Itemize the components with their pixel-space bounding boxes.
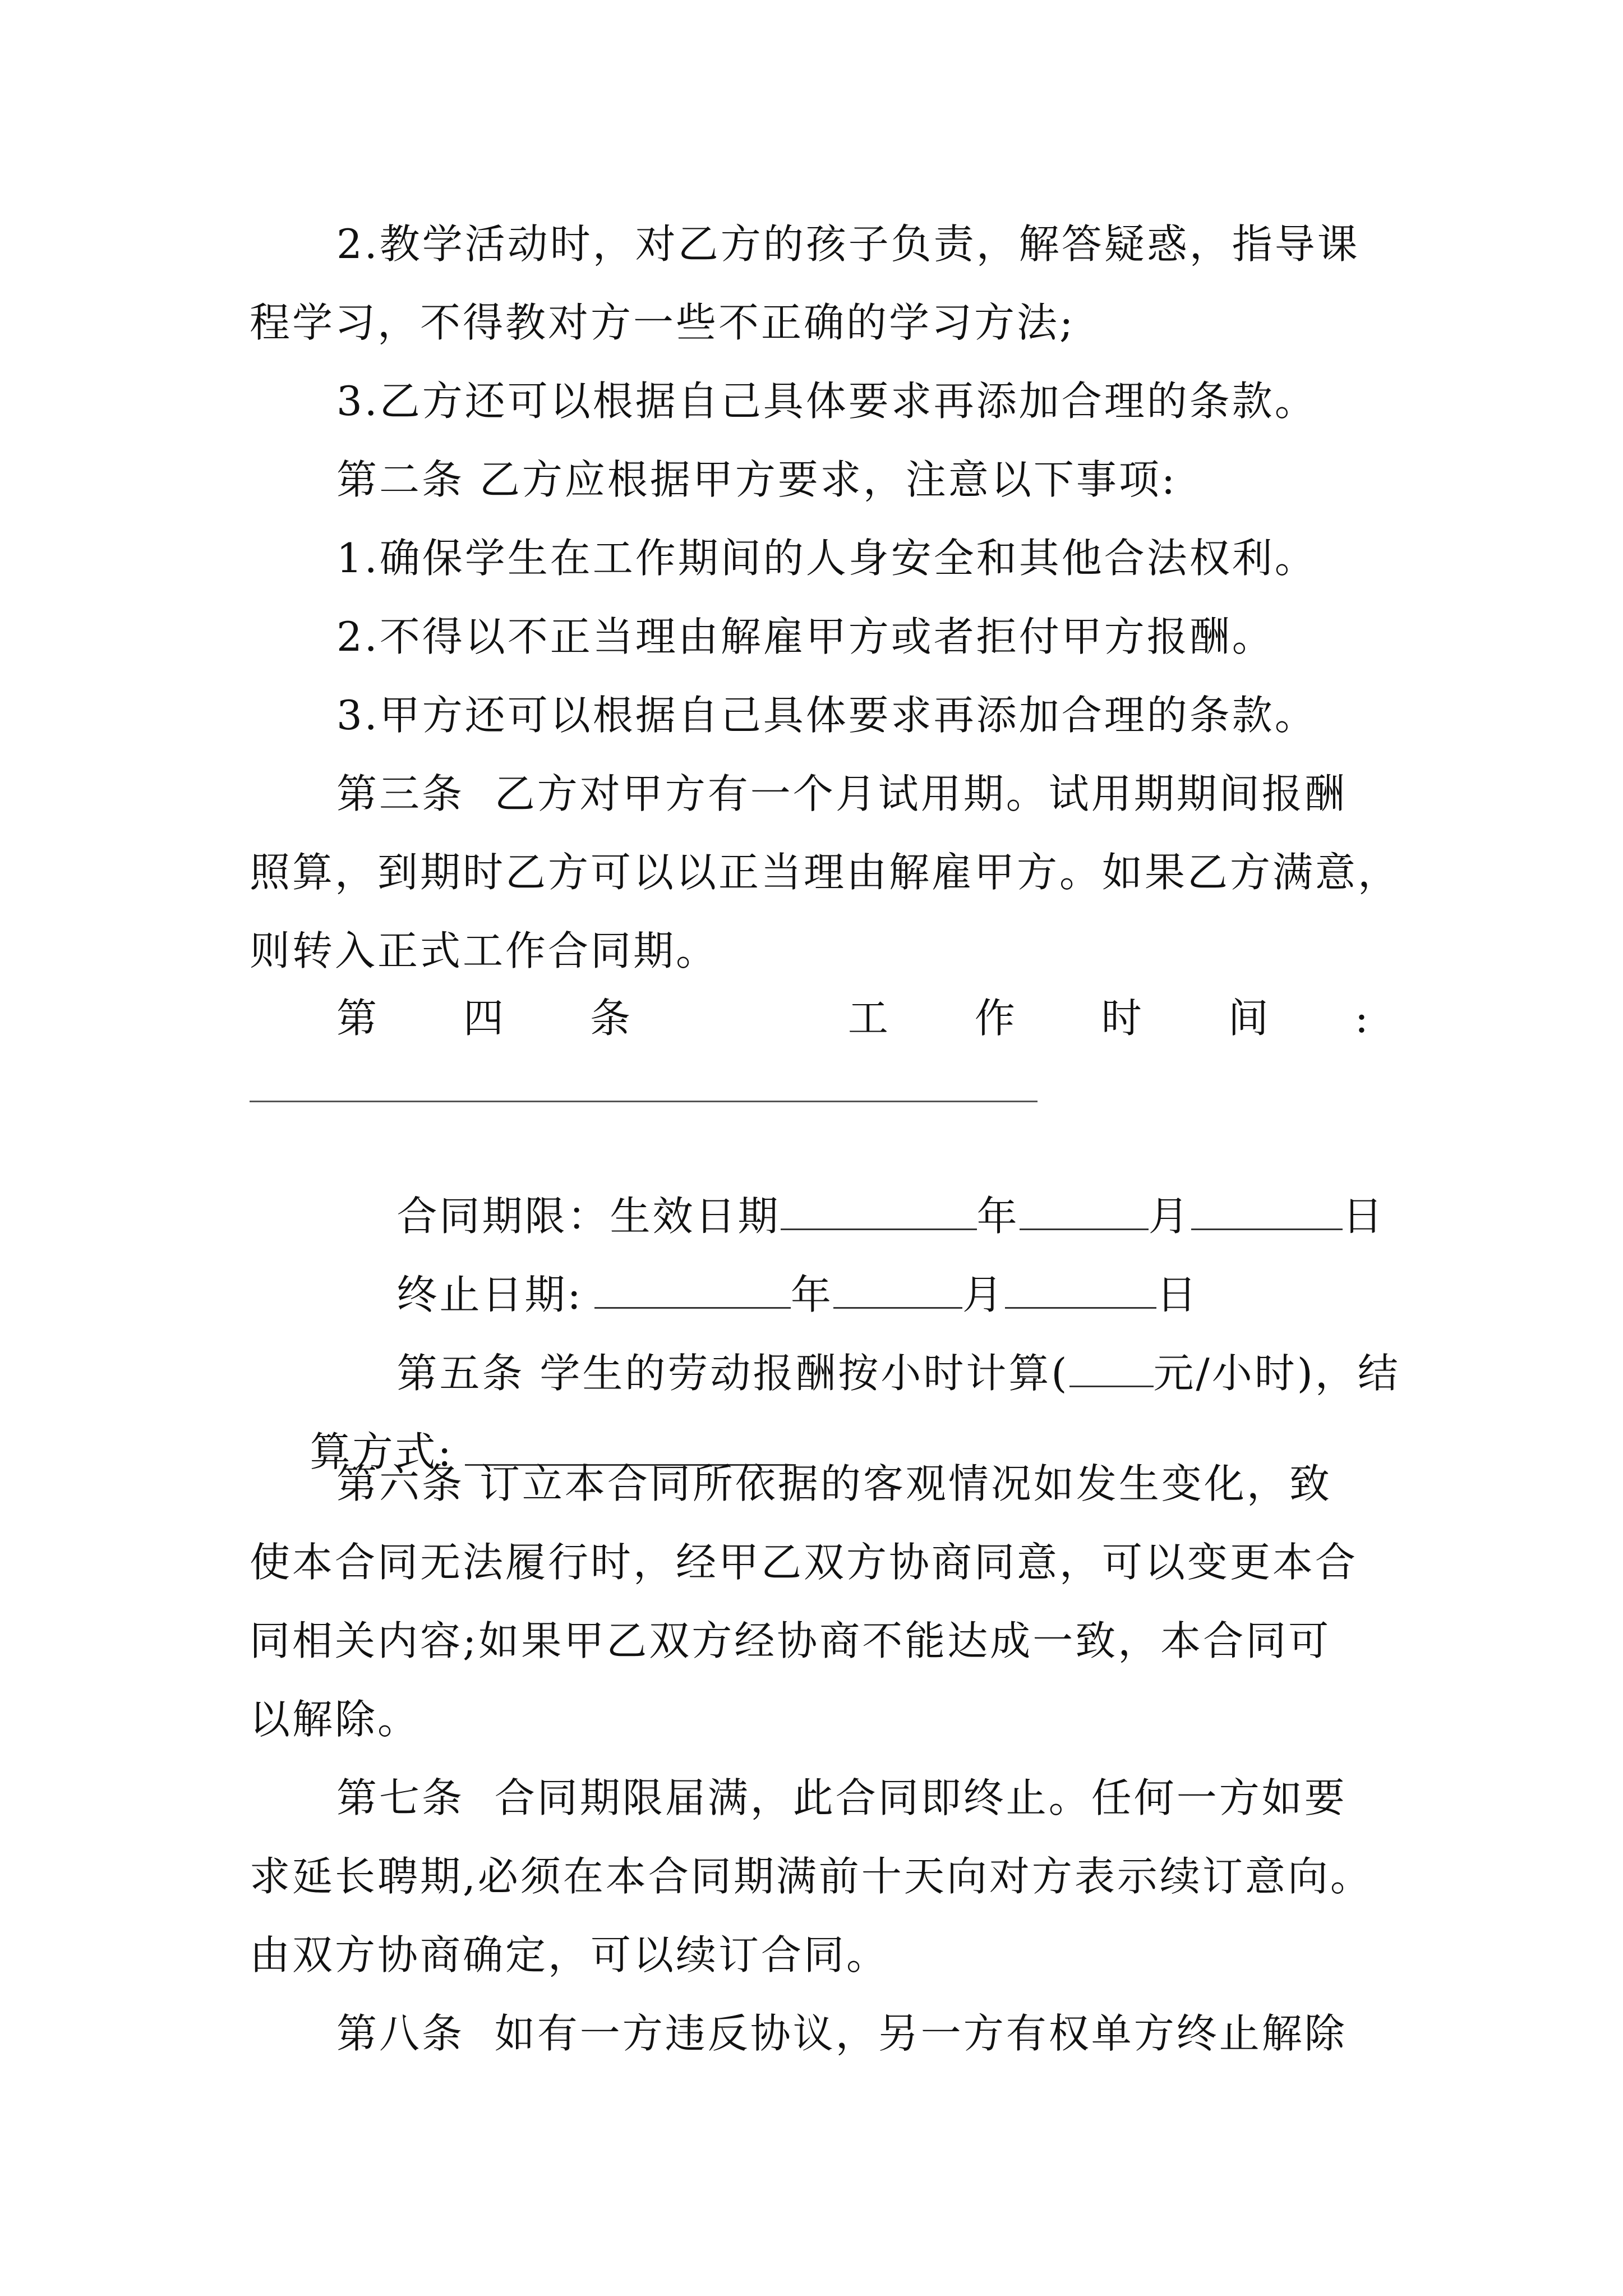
clause-line: 3.甲方还可以根据自己具体要求再添加合理的条款。 (336, 692, 1317, 739)
end-date-label: 终止日期: (396, 1271, 583, 1318)
article-4-heading (336, 993, 1368, 1043)
article-4-char: : (1354, 995, 1368, 1042)
clause-line: 2.不得以不正当理由解雇甲方或者拒付甲方报酬。 (336, 613, 1275, 660)
article-3-line: 则转入正式工作合同期。 (250, 927, 719, 974)
settlement-label: 算方式: (310, 1428, 454, 1475)
hourly-rate-blank (1069, 1346, 1154, 1387)
day-label: 日 (1156, 1271, 1199, 1318)
article-6-line: 第六条 订立本合同所依据的客观情况如发生变化，致 (336, 1460, 1332, 1507)
article-3-line: 照算，到期时乙方可以以正当理由解雇甲方。如果乙方满意， (250, 849, 1401, 896)
month-label: 月 (962, 1271, 1005, 1318)
clause-line: 程学习，不得教对方一些不正确的学习方法; (250, 299, 1076, 346)
article-4-char: 四 (463, 995, 504, 1042)
clause-line: 2.教学活动时，对乙方的孩子负责，解答疑惑，指导课 (336, 220, 1360, 268)
day-label: 日 (1342, 1193, 1385, 1240)
article-7-line: 第七条 合同期限届满，此合同即终止。任何一方如要 (336, 1774, 1347, 1821)
article-4-char: 作 (974, 995, 1015, 1042)
clause-line: 3.乙方还可以根据自己具体要求再添加合理的条款。 (336, 378, 1317, 425)
fill-in-underline (250, 1101, 1038, 1102)
month-label: 月 (1148, 1193, 1191, 1240)
article-6-line: 同相关内容;如果甲乙双方经协商不能达成一致，本合同可 (250, 1617, 1331, 1664)
article-7-line: 由双方协商确定，可以续订合同。 (250, 1931, 889, 1978)
start-day-blank (1191, 1189, 1343, 1230)
article-5-text: 第五条 学生的劳动报酬按小时计算( (396, 1350, 1069, 1397)
article-4-char: 工 (847, 995, 888, 1042)
year-label: 年 (976, 1193, 1020, 1240)
article-4-char: 条 (589, 995, 630, 1042)
article-4-char: 第 (336, 995, 377, 1042)
article-4-char: 时 (1101, 995, 1142, 1042)
article-7-line: 求延长聘期,必须在本合同期满前十天向对方表示续订意向。 (250, 1853, 1373, 1900)
article-5-text: 元/小时)，结 (1153, 1350, 1400, 1397)
year-label: 年 (790, 1271, 833, 1318)
contract-term-label: 合同期限：生效日期 (396, 1193, 781, 1240)
article-4-char: 间 (1228, 995, 1269, 1042)
article-2-heading: 第二条 乙方应根据甲方要求，注意以下事项: (336, 456, 1178, 503)
article-3-line: 第三条 乙方对甲方有一个月试用期。试用期期间报酬 (336, 770, 1347, 817)
clause-line: 1.确保学生在工作期间的人身安全和其他合法权利。 (336, 535, 1317, 582)
article-6-line: 以解除。 (250, 1696, 421, 1743)
article-6-line: 使本合同无法履行时，经甲乙双方协商同意，可以变更本合 (250, 1539, 1358, 1586)
article-8-line: 第八条 如有一方违反协议，另一方有权单方终止解除 (336, 2010, 1347, 2057)
